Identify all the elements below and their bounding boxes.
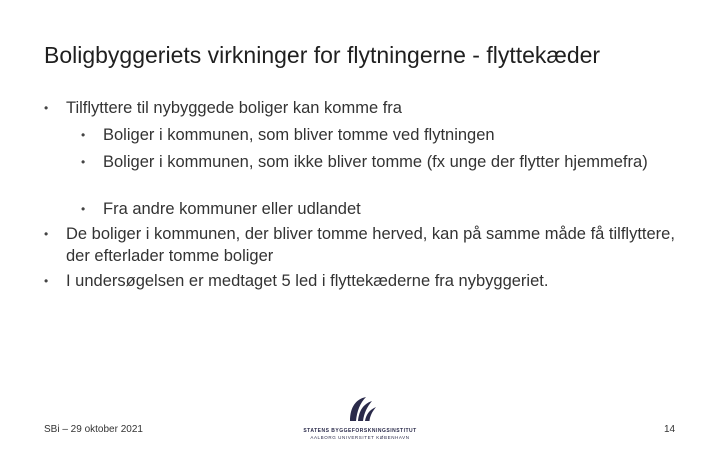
bullet-item (44, 97, 676, 119)
sub-bullet-item (81, 151, 663, 173)
bullet-text: De boliger i kommunen, der bliver tomme herved, kan på samme måde få tilflyttere, der efterlader tomme boliger (66, 225, 675, 265)
bullet-dot: • (81, 155, 86, 169)
bullet-dot: • (44, 274, 49, 288)
bullet-text: Boliger i kommunen, som ikke bliver tomme (fx unge der flytter hjemmefra) (103, 153, 648, 171)
bullet-text: Boliger i kommunen, som bliver tomme ved flytningen (103, 126, 495, 144)
sub-bullet-item (81, 124, 663, 146)
sub-bullet-item (81, 198, 663, 220)
bullet-text: Tilflyttere til nybyggede boliger kan komme fra (66, 99, 402, 117)
bullet-dot: • (81, 202, 86, 216)
bullet-item (44, 270, 676, 292)
bullet-item (44, 223, 676, 267)
bullet-dot: • (44, 227, 49, 241)
slide-title: Boligbyggeriets virkninger for flytningerne - flyttekæder (44, 42, 601, 68)
page-number: 14 (664, 424, 676, 435)
bullet-dot: • (81, 128, 86, 142)
bullet-text: Fra andre kommuner eller udlandet (103, 200, 361, 218)
footer-source: SBi – 29 oktober 2021 (44, 424, 143, 435)
bullet-dot: • (44, 101, 49, 115)
logo-text-line1: STATENS BYGGEFORSKNINGSINSTITUT (303, 428, 417, 434)
sbi-logo-icon (342, 395, 378, 423)
logo-text-line2: AALBORG UNIVERSITET KØBENHAVN (310, 435, 410, 440)
bullet-text: I undersøgelsen er medtaget 5 led i flyttekæderne fra nybyggeriet. (66, 272, 549, 290)
sbi-logo (298, 395, 422, 443)
